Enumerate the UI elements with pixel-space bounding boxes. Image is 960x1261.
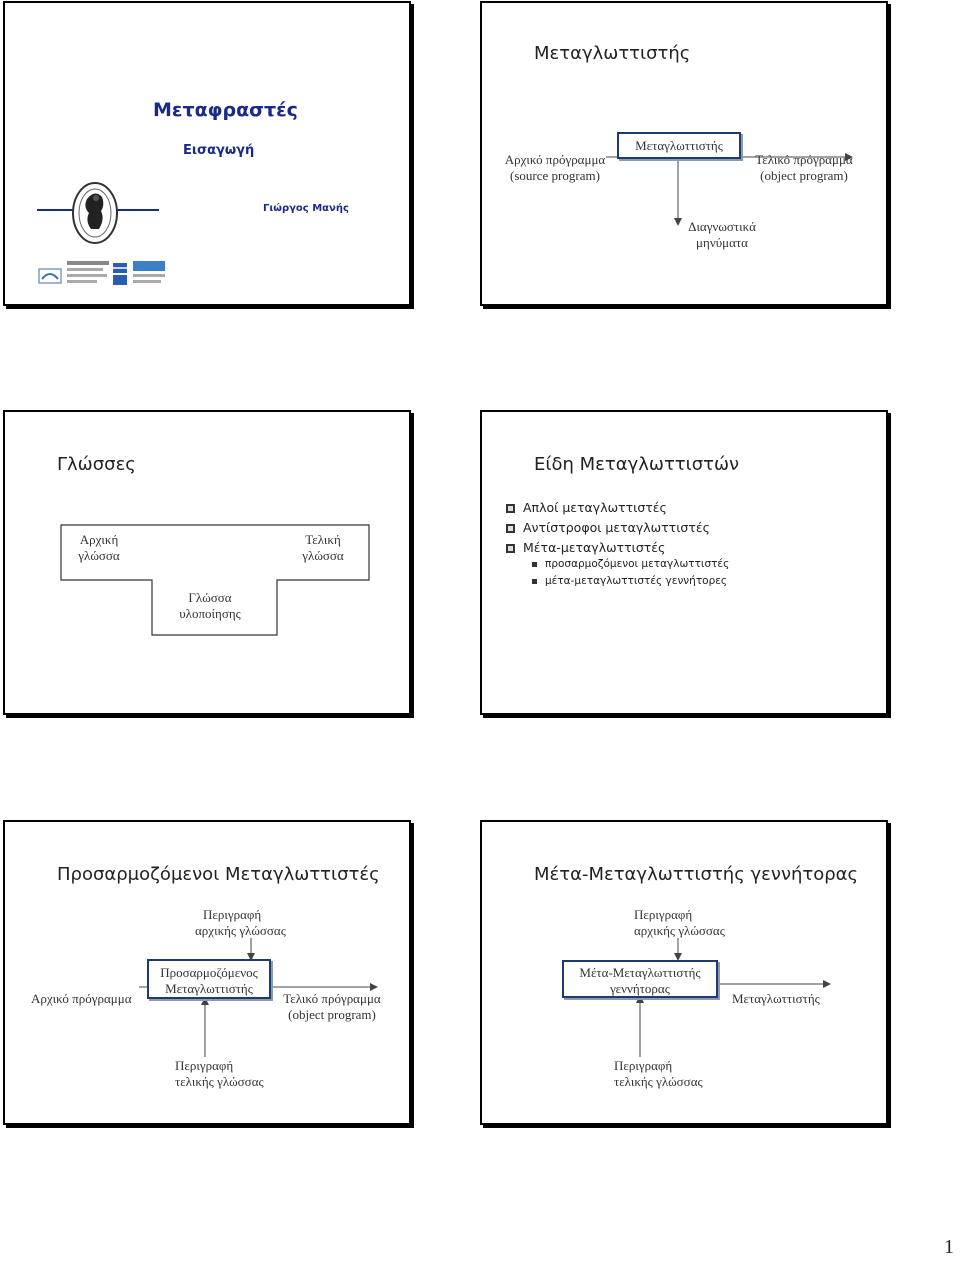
list-item: Μέτα-μεταγλωττιστές [506, 540, 729, 558]
source-description-label: Περιγραφή αρχικής γλώσσας [195, 907, 286, 938]
adaptive-compiler-box: Προσαρμοζόμενος Μεταγλωττιστής [147, 959, 271, 999]
meta-compiler-box: Μέτα-Μεταγλωττιστής γεννήτορας [562, 960, 718, 998]
slide-subtitle: Εισαγωγή [183, 143, 255, 158]
slide-heading: Μέτα-Μεταγλωττιστής γεννήτορας [534, 864, 859, 885]
diagnostics-label: Διαγνωστικά μηνύματα [688, 219, 756, 250]
slide-heading: Προσαρμοζόμενοι Μεταγλωττιστές [57, 864, 380, 885]
list-item: Αντίστροφοι μεταγλωττιστές [506, 520, 729, 540]
t-diagram [5, 412, 413, 717]
target-description-label: Περιγραφή τελικής γλώσσας [175, 1058, 264, 1089]
implementation-language-label: Γλώσσα υλοποίησης [179, 590, 241, 621]
page-number: 1 [944, 1236, 954, 1258]
slide-title-heading: Μεταφραστές [153, 99, 298, 121]
slide-compiler [480, 1, 888, 306]
output-compiler-label: Μεταγλωττιστής [732, 991, 820, 1006]
sub-list-item: προσαρμοζόμενοι μεταγλωττιστές [532, 558, 729, 575]
input-program-label: Αρχικό πρόγραμμα [31, 991, 132, 1006]
target-description-label: Περιγραφή τελικής γλώσσας [614, 1058, 703, 1089]
slide-title [3, 1, 411, 306]
target-program-label: Τελικό πρόγραμμα (object program) [755, 152, 853, 183]
source-description-label: Περιγραφή αρχικής γλώσσας [634, 907, 725, 938]
bullet-icon [506, 504, 515, 513]
sub-list-item: μέτα-μεταγλωττιστές γεννήτορες [532, 575, 729, 592]
square-bullet-icon [532, 562, 537, 567]
bullet-icon [506, 544, 515, 553]
target-language-label: Τελική γλώσσα [302, 532, 344, 563]
bullet-icon [506, 524, 515, 533]
slide-heading: Γλώσσες [57, 454, 136, 475]
source-language-label: Αρχική γλώσσα [78, 532, 120, 563]
source-program-label: Αρχικό πρόγραμμα (source program) [504, 152, 606, 183]
slide-adaptive-compilers [3, 820, 411, 1125]
slide-languages [3, 410, 411, 715]
author-name: Γιώργος Μανής [263, 203, 349, 214]
slide-heading: Μεταγλωττιστής [534, 43, 691, 64]
compiler-box: Μεταγλωττιστής [617, 132, 741, 159]
slide-heading: Είδη Μεταγλωττιστών [534, 454, 740, 475]
list-item: Απλοί μεταγλωττιστές [506, 500, 729, 520]
bullet-list [506, 500, 729, 592]
square-bullet-icon [532, 579, 537, 584]
slide-meta-compiler-generator [480, 820, 888, 1125]
slide-compiler-types [480, 410, 888, 715]
output-program-label: Τελικό πρόγραμμα (object program) [283, 991, 381, 1022]
